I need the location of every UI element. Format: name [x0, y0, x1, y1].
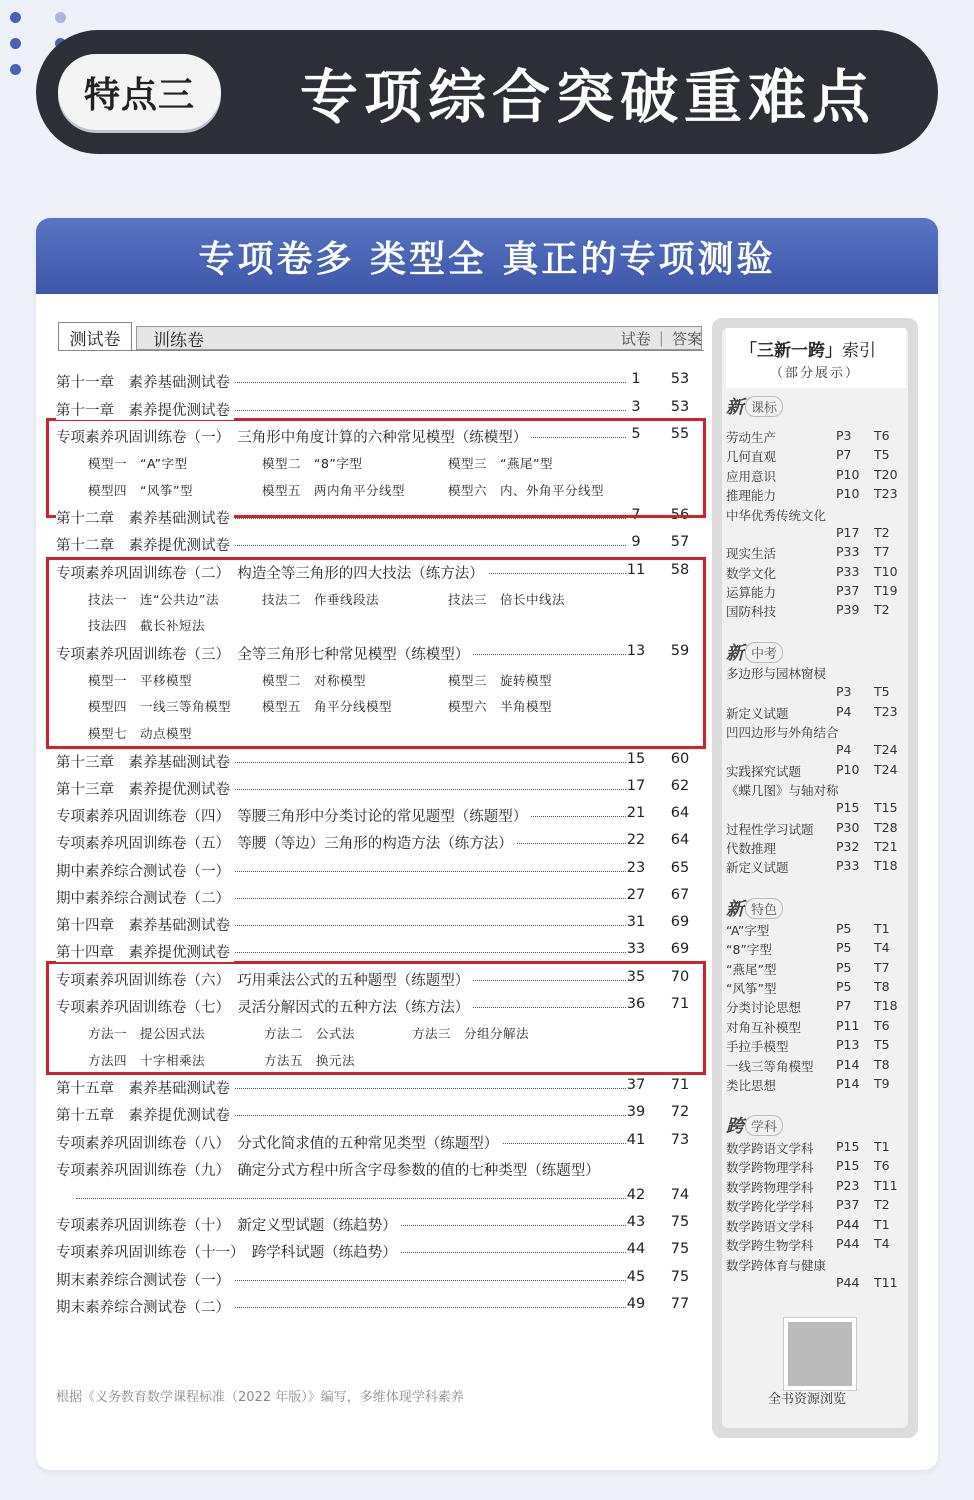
answer-page: 72 — [670, 1104, 690, 1120]
index-topic: 推理能力 — [726, 488, 777, 503]
toc-row — [56, 1211, 696, 1235]
sub-item: 方法三 分组分解法 — [412, 1026, 530, 1041]
dot — [55, 12, 66, 23]
index-category — [726, 1114, 783, 1136]
toc-title: 期中素养综合测试卷（一） — [56, 860, 234, 881]
answer-page: 55 — [670, 426, 690, 442]
answer-page: 75 — [670, 1241, 690, 1257]
paper-page: 36 — [626, 996, 646, 1012]
index-topic: 数学文化 — [726, 566, 777, 581]
index-topic: “燕尾”型 — [726, 962, 777, 977]
index-question: T6 — [874, 1018, 890, 1033]
index-topic: 实践探究试题 — [726, 764, 802, 779]
answer-page: 77 — [670, 1296, 690, 1312]
toc-title: 第十三章 素养提优测试卷 — [56, 778, 234, 799]
category-mark: 跨 — [726, 1116, 744, 1137]
toc-row — [56, 911, 696, 935]
category-label: 学科 — [745, 1115, 783, 1136]
paper-page: 45 — [626, 1269, 646, 1285]
index-page: P44 — [836, 1236, 860, 1251]
index-topic: 数学跨化学学科 — [726, 1199, 814, 1214]
toc-row — [56, 1293, 696, 1317]
index-question: T1 — [874, 1217, 890, 1232]
toc-title: 专项素养巩固训练卷（四） 等腰三角形中分类讨论的常见题型（练题型） — [56, 805, 531, 826]
answer-page: 71 — [670, 996, 690, 1012]
paper-page: 31 — [626, 914, 646, 930]
index-page: P37 — [836, 1197, 860, 1212]
index-page: P14 — [836, 1076, 860, 1091]
index-question: T1 — [874, 1139, 890, 1154]
footnote: 根据《义务教育数学课程标准（2022 年版）》编写，多维体现学科素养 — [56, 1390, 464, 1405]
sub-item: 技法四 截长补短法 — [88, 618, 206, 633]
index-question: T7 — [874, 960, 890, 975]
answer-page: 64 — [670, 832, 690, 848]
toc-row — [56, 857, 696, 881]
index-question: T8 — [874, 979, 890, 994]
toc-title: 第十三章 素养基础测试卷 — [56, 751, 234, 772]
qr-code[interactable] — [784, 1318, 856, 1390]
col-answer: 答案 — [671, 329, 702, 348]
toc-title: 第十二章 素养提优测试卷 — [56, 534, 234, 555]
index-topic: “风筝”型 — [726, 981, 777, 996]
index-page: P3 — [836, 428, 852, 443]
answer-page: 60 — [670, 751, 690, 767]
index-topic: 数学跨语文学科 — [726, 1219, 814, 1234]
index-question: T5 — [874, 684, 890, 699]
toc-title: 第十四章 素养基础测试卷 — [56, 914, 234, 935]
index-question: T2 — [874, 525, 890, 540]
toc-row — [56, 368, 696, 392]
page-title: 专项综合突破重难点 — [300, 63, 877, 131]
toc-row — [56, 884, 696, 908]
index-topic: “8”字型 — [726, 942, 772, 957]
toc-title: 第十五章 素养基础测试卷 — [56, 1077, 234, 1098]
index-topic: 几何直观 — [726, 449, 777, 464]
answer-page: 59 — [670, 643, 690, 659]
index-topic: 手拉手模型 — [726, 1039, 789, 1054]
index-question: T11 — [874, 1178, 898, 1193]
index-question: T18 — [874, 858, 898, 873]
index-page: P15 — [836, 800, 860, 815]
sub-item: 技法三 倍长中线法 — [448, 592, 566, 607]
index-question: T7 — [874, 544, 890, 559]
index-topic: 数学跨物理学科 — [726, 1180, 814, 1195]
paper-page: 22 — [626, 832, 646, 848]
index-topic: 《蝶几图》与轴对称 — [726, 783, 839, 798]
toc-row — [56, 1129, 696, 1153]
paper-page: 43 — [626, 1214, 646, 1230]
sub-item: 方法一 提公因式法 — [88, 1026, 206, 1041]
index-page: P10 — [836, 467, 860, 482]
index-question: T2 — [874, 1197, 890, 1212]
sub-item: 模型七 动点模型 — [88, 726, 193, 741]
index-page: P33 — [836, 564, 860, 579]
index-question: T15 — [874, 800, 898, 815]
toc-title: 第十二章 素养基础测试卷 — [56, 507, 234, 528]
answer-page: 65 — [670, 860, 690, 876]
toc-row — [56, 1238, 696, 1262]
index-question: T11 — [874, 1275, 898, 1290]
answer-page: 53 — [670, 371, 690, 387]
index-page: P7 — [836, 447, 852, 462]
paper-page: 27 — [626, 887, 646, 903]
toc-row — [56, 1266, 696, 1290]
index-topic: 代数推理 — [726, 841, 777, 856]
toc-title: 专项素养巩固训练卷（五） 等腰（等边）三角形的构造方法（练方法） — [56, 832, 517, 853]
paper-page: 15 — [626, 751, 646, 767]
category-label: 中考 — [745, 642, 783, 663]
index-page: P32 — [836, 839, 860, 854]
paper-page: 39 — [626, 1104, 646, 1120]
index-topic: 运算能力 — [726, 585, 777, 600]
toc-title: 专项素养巩固训练卷（九） 确定分式方程中所含字母参数的值的七种类型（练题型） — [56, 1159, 604, 1180]
index-topic: 劳动生产 — [726, 430, 777, 445]
index-page: P5 — [836, 979, 852, 994]
toc-row — [56, 1074, 696, 1098]
qr-label: 全书资源浏览 — [768, 1392, 847, 1407]
index-question: T19 — [874, 583, 898, 598]
answer-page: 70 — [670, 969, 690, 985]
sub-item: 模型六 半角模型 — [448, 699, 553, 714]
index-question: T24 — [874, 762, 898, 777]
toc-row — [56, 1184, 696, 1208]
index-page: P11 — [836, 1018, 860, 1033]
answer-page: 58 — [670, 562, 690, 578]
index-topic: 过程性学习试题 — [726, 822, 814, 837]
index-topic: 多边形与园林窗棂 — [726, 666, 827, 681]
tab-train-label: 训练卷 — [153, 330, 204, 351]
index-question: T4 — [874, 940, 890, 955]
index-question: T2 — [874, 602, 890, 617]
index-question: T6 — [874, 428, 890, 443]
paper-page: 7 — [626, 507, 646, 523]
index-question: T4 — [874, 1236, 890, 1251]
paper-page: 23 — [626, 860, 646, 876]
toc-title: 第十一章 素养基础测试卷 — [56, 371, 234, 392]
index-question: T21 — [874, 839, 898, 854]
paper-page: 11 — [626, 562, 646, 578]
sub-item: 技法二 作垂线段法 — [262, 592, 380, 607]
index-page: P37 — [836, 583, 860, 598]
toc-row — [56, 1101, 696, 1125]
index-title-a: 「三新一跨」 — [740, 341, 842, 361]
index-title-b: 索引 — [842, 341, 876, 361]
sub-item: 方法四 十字相乘法 — [88, 1053, 206, 1068]
index-topic: 类比思想 — [726, 1078, 777, 1093]
index-question: T28 — [874, 820, 898, 835]
index-page: P44 — [836, 1217, 860, 1232]
answer-page: 57 — [670, 534, 690, 550]
index-page: P10 — [836, 486, 860, 501]
index-page: P14 — [836, 1057, 860, 1072]
index-page: P5 — [836, 960, 852, 975]
sub-item: 方法二 公式法 — [264, 1026, 356, 1041]
sub-item: 模型三 “燕尾”型 — [448, 456, 553, 471]
index-page: P4 — [836, 704, 852, 719]
toc-row — [56, 775, 696, 799]
dot — [10, 12, 21, 23]
sub-item: 技法一 连“公共边”法 — [88, 592, 219, 607]
index-question: T5 — [874, 447, 890, 462]
index-topic: “A”字型 — [726, 923, 770, 938]
index-page: P17 — [836, 525, 860, 540]
index-topic: 数学跨体育与健康 — [726, 1258, 827, 1273]
index-question: T18 — [874, 998, 898, 1013]
paper-page: 33 — [626, 941, 646, 957]
toc-title: 专项素养巩固训练卷（十一） 跨学科试题（练趋势） — [56, 1241, 401, 1262]
index-topic: 数学跨语文学科 — [726, 1141, 814, 1156]
paper-page: 37 — [626, 1077, 646, 1093]
toc-title: 专项素养巩固训练卷（六） 巧用乘法公式的五种题型（练题型） — [56, 969, 473, 990]
paper-page: 35 — [626, 969, 646, 985]
index-question: T8 — [874, 1057, 890, 1072]
toc-title: 专项素养巩固训练卷（一） 三角形中角度计算的六种常见模型（练模型） — [56, 426, 531, 447]
answer-page: 75 — [670, 1214, 690, 1230]
index-page: P5 — [836, 940, 852, 955]
index-page: P23 — [836, 1178, 860, 1193]
sub-item: 模型二 “8”字型 — [262, 456, 363, 471]
answer-page: 67 — [670, 887, 690, 903]
index-topic: 国防科技 — [726, 604, 777, 619]
index-page: P15 — [836, 1139, 860, 1154]
category-mark: 新 — [726, 397, 744, 418]
index-page: P7 — [836, 998, 852, 1013]
paper-page: 49 — [626, 1296, 646, 1312]
sub-item: 模型五 两内角平分线型 — [262, 483, 406, 498]
index-topic: 新定义试题 — [726, 706, 789, 721]
answer-page: 71 — [670, 1077, 690, 1093]
tab-train[interactable] — [136, 326, 702, 350]
sub-item: 模型五 角平分线模型 — [262, 699, 393, 714]
column-headers: 试卷 | 答案 — [620, 329, 702, 348]
paper-page: 3 — [626, 399, 646, 415]
index-question: T24 — [874, 742, 898, 757]
tab-test[interactable]: 测试卷 — [58, 322, 132, 351]
toc-row — [56, 1156, 696, 1180]
index-category — [726, 395, 783, 417]
dot — [10, 38, 21, 49]
index-page: P33 — [836, 858, 860, 873]
toc-title: 第十一章 素养提优测试卷 — [56, 399, 234, 420]
toc-row — [56, 748, 696, 772]
index-question: T23 — [874, 704, 898, 719]
answer-page: 69 — [670, 941, 690, 957]
sub-item: 模型三 旋转模型 — [448, 673, 553, 688]
index-page: P13 — [836, 1037, 860, 1052]
toc-row — [56, 829, 696, 853]
paper-page: 5 — [626, 426, 646, 442]
sub-item: 模型一 “A”字型 — [88, 456, 188, 471]
index-topic: 凹四边形与外角结合 — [726, 725, 839, 740]
sub-item: 模型一 平移模型 — [88, 673, 193, 688]
answer-page: 56 — [670, 507, 690, 523]
divider — [58, 350, 704, 351]
toc-title: 专项素养巩固训练卷（七） 灵活分解因式的五种方法（练方法） — [56, 996, 473, 1017]
index-question: T9 — [874, 1076, 890, 1091]
paper-page: 44 — [626, 1241, 646, 1257]
answer-page: 69 — [670, 914, 690, 930]
index-page: P10 — [836, 762, 860, 777]
index-page: P33 — [836, 544, 860, 559]
answer-page: 62 — [670, 778, 690, 794]
paper-page: 21 — [626, 805, 646, 821]
category-label: 特色 — [745, 898, 783, 919]
index-category — [726, 641, 783, 663]
sub-item: 模型六 内、外角平分线型 — [448, 483, 605, 498]
toc-row — [56, 938, 696, 962]
toc-row — [56, 396, 696, 420]
sub-item: 模型四 一线三等角模型 — [88, 699, 232, 714]
toc-title: 期中素养综合测试卷（二） — [56, 887, 234, 908]
category-mark: 新 — [726, 899, 744, 920]
index-topic: 应用意识 — [726, 469, 777, 484]
sub-item: 模型二 对称模型 — [262, 673, 367, 688]
toc-title: 第十四章 素养提优测试卷 — [56, 941, 234, 962]
feature-badge: 特点三 — [58, 54, 221, 130]
toc-title: 期末素养综合测试卷（一） — [56, 1269, 234, 1290]
toc-row — [56, 531, 696, 555]
index-page: P5 — [836, 921, 852, 936]
toc-row — [56, 802, 696, 826]
index-topic: 对角互补模型 — [726, 1020, 802, 1035]
index-page: P30 — [836, 820, 860, 835]
index-question: T6 — [874, 1158, 890, 1173]
index-question: T1 — [874, 921, 890, 936]
index-subtitle: （部分展示） — [770, 366, 861, 381]
answer-page: 64 — [670, 805, 690, 821]
paper-page: 1 — [626, 371, 646, 387]
toc-title: 专项素养巩固训练卷（八） 分式化简求值的五种常见类型（练题型） — [56, 1132, 502, 1153]
col-paper: 试卷 — [620, 329, 651, 348]
index-topic: 数学跨生物学科 — [726, 1238, 814, 1253]
index-page: P44 — [836, 1275, 860, 1290]
toc-title: 第十五章 素养提优测试卷 — [56, 1104, 234, 1125]
leader-dots — [76, 1198, 626, 1199]
toc-title: 专项素养巩固训练卷（十） 新定义型试题（练趋势） — [56, 1214, 401, 1235]
index-question: T23 — [874, 486, 898, 501]
index-question: T20 — [874, 467, 898, 482]
index-topic: 分类讨论思想 — [726, 1000, 802, 1015]
paper-page: 17 — [626, 778, 646, 794]
index-title — [740, 336, 876, 361]
section-banner: 专项卷多 类型全 真正的专项测验 — [36, 218, 938, 294]
index-page: P4 — [836, 742, 852, 757]
index-topic: 数学跨物理学科 — [726, 1160, 814, 1175]
answer-page: 73 — [670, 1132, 690, 1148]
index-topic: 中华优秀传统文化 — [726, 508, 827, 523]
index-question: T10 — [874, 564, 898, 579]
paper-page: 13 — [626, 643, 646, 659]
toc-title: 期末素养综合测试卷（二） — [56, 1296, 234, 1317]
index-category — [726, 897, 783, 919]
category-label: 课标 — [745, 396, 783, 417]
index-page: P3 — [836, 684, 852, 699]
answer-page: 75 — [670, 1269, 690, 1285]
toc-title: 专项素养巩固训练卷（三） 全等三角形七种常见模型（练模型） — [56, 643, 473, 664]
paper-page: 42 — [626, 1187, 646, 1203]
index-page: P39 — [836, 602, 860, 617]
sub-item: 方法五 换元法 — [264, 1053, 356, 1068]
paper-page: 41 — [626, 1132, 646, 1148]
index-topic: 现实生活 — [726, 546, 777, 561]
sub-item: 模型四 “风筝”型 — [88, 483, 193, 498]
index-topic: 一线三等角模型 — [726, 1059, 814, 1074]
toc-title: 专项素养巩固训练卷（二） 构造全等三角形的四大技法（练方法） — [56, 562, 488, 583]
paper-page: 9 — [626, 534, 646, 550]
index-topic: 新定义试题 — [726, 860, 789, 875]
category-mark: 新 — [726, 643, 744, 664]
tab-bar — [58, 322, 704, 352]
dot — [10, 64, 21, 75]
index-question: T5 — [874, 1037, 890, 1052]
answer-page: 53 — [670, 399, 690, 415]
answer-page: 74 — [670, 1187, 690, 1203]
index-page: P15 — [836, 1158, 860, 1173]
